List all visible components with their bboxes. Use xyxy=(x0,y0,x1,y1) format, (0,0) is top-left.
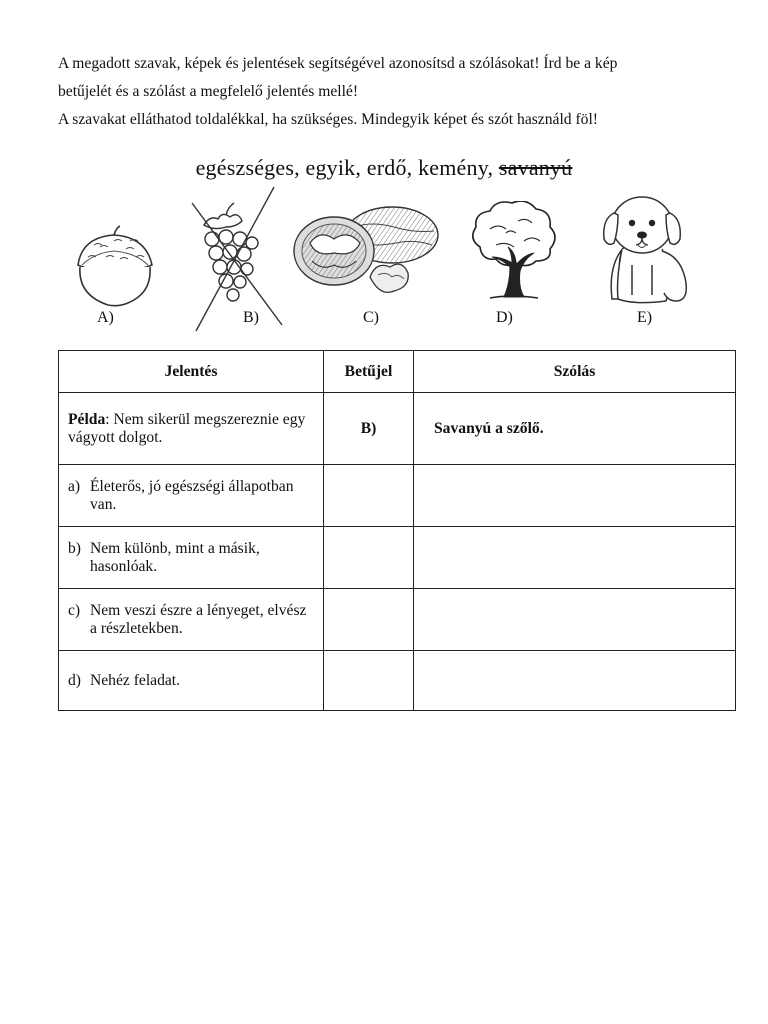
proverb-table xyxy=(58,350,736,711)
instruction-line: betűjelét és a szólást a megfelelő jelentés mellé! xyxy=(58,83,359,100)
meaning-item xyxy=(68,540,315,576)
picture-label: B) xyxy=(243,309,259,326)
meaning-cell xyxy=(59,589,324,651)
example-meaning-text: : Nem sikerül megszereznie egy vágyott dolgot. xyxy=(68,410,306,446)
item-letter: c) xyxy=(68,601,81,619)
answer-letter-cell[interactable] xyxy=(324,527,414,589)
picture-label: C) xyxy=(363,309,379,326)
answer-letter-cell[interactable] xyxy=(324,589,414,651)
puppy-icon xyxy=(592,191,696,309)
picture-row xyxy=(0,185,768,335)
answer-letter-cell[interactable] xyxy=(324,465,414,527)
answer-saying-cell[interactable] xyxy=(414,651,736,711)
example-label: Példa xyxy=(68,410,106,428)
example-meaning xyxy=(59,393,324,465)
table-row-example xyxy=(59,393,736,465)
word-bank-struck-word: savanyú xyxy=(498,155,573,180)
picture-label: D) xyxy=(496,309,513,326)
table-header-row xyxy=(59,351,736,393)
tree-icon xyxy=(466,201,564,301)
picture-label: A) xyxy=(97,309,114,326)
word-bank-words: egészséges, egyik, erdő, kemény, xyxy=(195,155,494,180)
table-row xyxy=(59,465,736,527)
meaning-cell xyxy=(59,527,324,589)
table-row xyxy=(59,527,736,589)
meaning-item xyxy=(68,602,315,638)
grapes-icon xyxy=(186,185,286,333)
item-letter: d) xyxy=(68,671,81,689)
item-meaning: Életerős, jó egészségi állapotban van. xyxy=(90,477,294,513)
acorn-icon xyxy=(68,225,160,309)
answer-saying-cell[interactable] xyxy=(414,465,736,527)
meaning-cell xyxy=(59,465,324,527)
answer-saying-cell[interactable] xyxy=(414,589,736,651)
column-header-meaning: Jelentés xyxy=(59,351,324,393)
meaning-item xyxy=(68,672,315,690)
example-saying: Savanyú a szőlő. xyxy=(414,393,736,465)
table-row xyxy=(59,651,736,711)
item-letter: b) xyxy=(68,539,81,557)
instruction-line: A megadott szavak, képek és jelentések segítségével azonosítsd a szólásokat! Írd be a kép xyxy=(58,55,618,72)
word-bank xyxy=(0,153,768,183)
item-meaning: Nem különb, mint a másik, hasonlóak. xyxy=(90,539,260,575)
example-letter: B) xyxy=(324,393,414,465)
item-meaning: Nehéz feladat. xyxy=(90,671,181,689)
answer-letter-cell[interactable] xyxy=(324,651,414,711)
table-row xyxy=(59,589,736,651)
instruction-line: A szavakat elláthatod toldalékkal, ha szükséges. Mindegyik képet és szót használd föl! xyxy=(58,111,598,128)
walnuts-icon xyxy=(290,203,442,301)
meaning-item xyxy=(68,478,315,514)
meaning-cell xyxy=(59,651,324,711)
item-meaning: Nem veszi észre a lényeget, elvész a részletekben. xyxy=(90,601,307,637)
instructions xyxy=(58,50,748,134)
column-header-saying: Szólás xyxy=(414,351,736,393)
item-letter: a) xyxy=(68,477,81,495)
picture-label: E) xyxy=(637,309,653,326)
answer-saying-cell[interactable] xyxy=(414,527,736,589)
column-header-letter: Betűjel xyxy=(324,351,414,393)
